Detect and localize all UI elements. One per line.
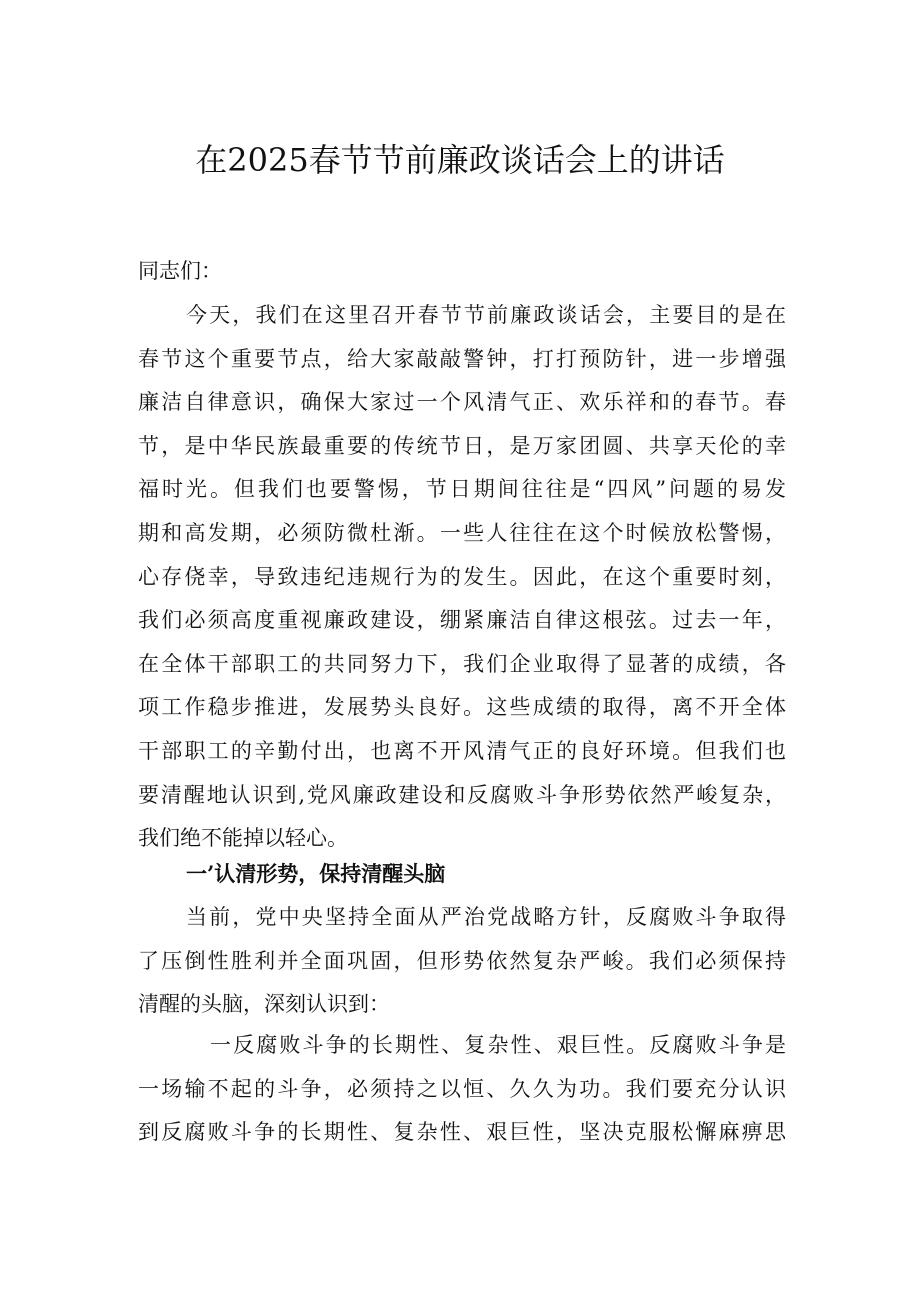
paragraph-anticorruption bbox=[138, 1024, 786, 1155]
paragraph-line: 一反腐败斗争的长期性、复杂性、艰巨性。反腐败斗争是 bbox=[210, 1033, 786, 1057]
paragraph-line: 在全体干部职工的共同努力下，我们企业取得了显著的成绩，各 bbox=[138, 651, 786, 676]
paragraph-line: 一场输不起的斗争，必须持之以恒、久久为功。我们要充分认识 bbox=[138, 1076, 786, 1101]
paragraph-line: 廉洁自律意识，确保大家过一个风清气正、欢乐祥和的春节。春 bbox=[138, 390, 786, 415]
paragraph-line: 当前，党中央坚持全面从严治党战略方针，反腐败斗争取得 bbox=[186, 905, 786, 929]
paragraph-line: 节，是中华民族最重要的传统节日，是万家团圆、共享天伦的幸 bbox=[138, 433, 786, 458]
paragraph-line: 心存侥幸，导致违纪违规行为的发生。因此，在这个重要时刻， bbox=[138, 564, 786, 589]
paragraph-line: 到反腐败斗争的长期性、复杂性、艰巨性，坚决克服松懈麻痹思 bbox=[138, 1120, 786, 1145]
paragraph-line: 我们绝不能掉以轻心。 bbox=[138, 826, 348, 851]
paragraph-line: 我们必须高度重视廉政建设，绷紧廉洁自律这根弦。过去一年， bbox=[138, 608, 786, 633]
paragraph-line: 清醒的头脑，深刻认识到： bbox=[138, 992, 390, 1017]
section-heading: 一’认清形势，保持清醒头脑 bbox=[186, 861, 446, 886]
paragraph-line: 今天，我们在这里召开春节节前廉政谈话会，主要目的是在 bbox=[186, 303, 786, 327]
paragraph-line: 了压倒性胜利并全面巩固，但形势依然复杂严峻。我们必须保持 bbox=[138, 948, 786, 973]
paragraph-intro bbox=[138, 294, 786, 861]
document-title: 在2025春节节前廉政谈话会上的讲话 bbox=[195, 141, 725, 179]
paragraph-line: 干部职工的辛勤付出，也离不开风清气正的良好环境。但我们也 bbox=[138, 738, 786, 763]
salutation: 同志们： bbox=[138, 259, 222, 283]
paragraph-situation bbox=[138, 896, 786, 1027]
paragraph-line: 春节这个重要节点，给大家敲敲警钟，打打预防针，进一步增强 bbox=[138, 346, 786, 371]
paragraph-line: 福时光。但我们也要警惕，节日期间往往是“四风”问题的易发 bbox=[138, 477, 786, 502]
paragraph-line: 期和高发期，必须防微杜渐。一些人往往在这个时候放松警惕， bbox=[138, 520, 786, 545]
paragraph-line: 要清醒地认识到,党风廉政建设和反腐败斗争形势依然严峻复杂， bbox=[138, 782, 786, 807]
paragraph-line: 项工作稳步推进，发展势头良好。这些成绩的取得，离不开全体 bbox=[138, 695, 786, 720]
